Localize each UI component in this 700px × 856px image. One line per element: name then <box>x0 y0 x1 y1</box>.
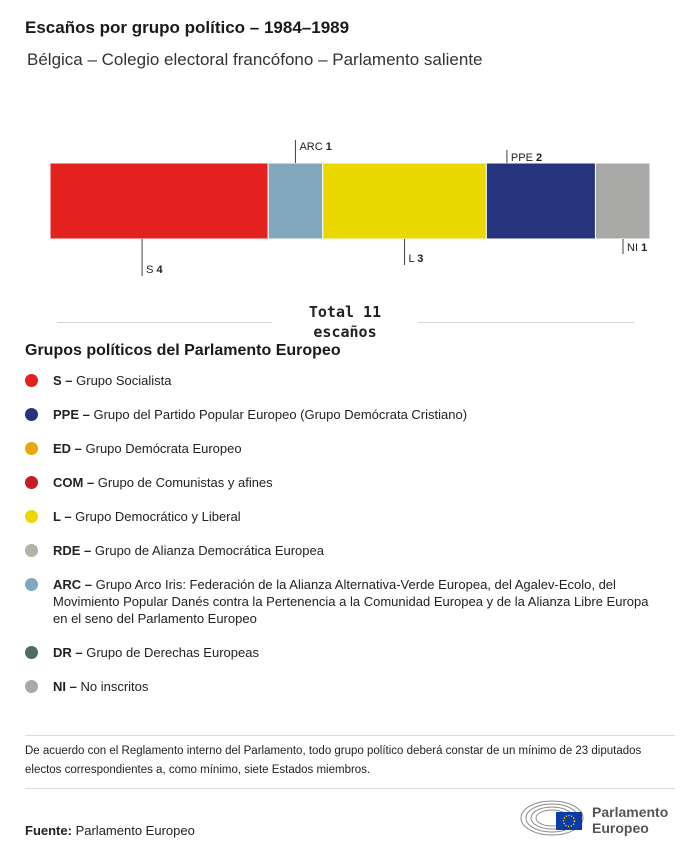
logo-line-2: Europeo <box>592 820 649 836</box>
legend-code: ED – <box>53 441 86 456</box>
bar-segment-ni <box>595 163 650 239</box>
legend-dot-icon <box>25 374 38 387</box>
data-label-ni: NI 1 <box>627 242 648 254</box>
legend-dot-icon <box>25 476 38 489</box>
data-label-l: L 3 <box>408 253 424 265</box>
legend-label: Grupo de Comunistas y afines <box>97 475 273 490</box>
legend-label: Grupo Socialista <box>76 373 172 388</box>
legend-item <box>25 678 665 695</box>
european-parliament-logo <box>520 798 680 838</box>
total-seats-label <box>272 302 418 342</box>
legend-item <box>25 440 665 457</box>
divider-left <box>57 322 272 323</box>
chart-title: Escaños por grupo político – 1984–1989 <box>25 18 350 37</box>
legend-item <box>25 542 665 559</box>
note-divider-top <box>25 735 675 736</box>
legend-dot-icon <box>25 408 38 421</box>
legend-dot-icon <box>25 442 38 455</box>
total-line-1: Total 11 <box>308 303 382 321</box>
legend-code: DR – <box>53 645 87 660</box>
legend-dot-icon <box>25 578 38 591</box>
legend-dot-icon <box>25 544 38 557</box>
chart-subtitle: Bélgica – Colegio electoral francófono – Parlamento saliente <box>27 50 483 69</box>
legend-title: Grupos políticos del Parlamento Europeo <box>25 342 341 359</box>
bar-segment-ppe <box>486 163 595 239</box>
legend-label: Grupo de Alianza Democrática Europea <box>94 543 324 558</box>
legend-code: PPE – <box>53 407 94 422</box>
legend-item <box>25 474 665 491</box>
stacked-bar-chart <box>0 130 700 290</box>
hemicycle-flag-icon <box>520 798 590 838</box>
divider-right <box>418 322 634 323</box>
source <box>25 823 195 838</box>
legend <box>25 372 665 712</box>
data-label-arc: ARC 1 <box>299 141 332 153</box>
source-value: Parlamento Europeo <box>75 823 195 838</box>
source-label: Fuente: <box>25 823 72 838</box>
legend-code: COM – <box>53 475 98 490</box>
legend-item <box>25 644 665 661</box>
logo-line-1: Parlamento <box>592 804 669 820</box>
legend-dot-icon <box>25 510 38 523</box>
legend-code: L – <box>53 509 76 524</box>
legend-label: Grupo del Partido Popular Europeo (Grupo Demócrata Cristiano) <box>93 407 468 422</box>
legend-dot-icon <box>25 646 38 659</box>
total-line-2: escaños <box>313 323 377 341</box>
note-divider-bottom <box>25 788 675 789</box>
legend-item <box>25 576 665 627</box>
legend-code: NI – <box>53 679 81 694</box>
legend-code: RDE – <box>53 543 95 558</box>
data-label-ppe: PPE 2 <box>510 152 543 164</box>
footnote: De acuerdo con el Reglamento interno del Parlamento, todo grupo político deberá constar de un mínimo de 23 diputados electos correspondientes a, como mínimo, siete Estados miembros. <box>25 745 642 776</box>
legend-code: ARC – <box>53 577 96 592</box>
bar-segment-l <box>323 163 487 239</box>
data-label-s: S 4 <box>146 264 163 276</box>
legend-label: Grupo Arco Iris: Federación de la Alianza Alternativa-Verde Europea, del Agalev-Ecolo, del Movimiento Popular Danés contra la Pertenencia a la Comunidad Europea y de la Alianza Libre Europa en el seno del Parlamento Europeo <box>53 577 649 626</box>
legend-item <box>25 372 665 389</box>
legend-label: Grupo Democrático y Liberal <box>75 509 241 524</box>
legend-item <box>25 406 665 423</box>
legend-code: S – <box>53 373 77 388</box>
legend-dot-icon <box>25 680 38 693</box>
legend-label: Grupo Demócrata Europeo <box>85 441 242 456</box>
legend-label: No inscritos <box>80 679 149 694</box>
legend-label: Grupo de Derechas Europeas <box>86 645 259 660</box>
legend-item <box>25 508 665 525</box>
bar-segment-s <box>50 163 268 239</box>
bar-segment-arc <box>268 163 323 239</box>
logo-text <box>592 804 668 836</box>
